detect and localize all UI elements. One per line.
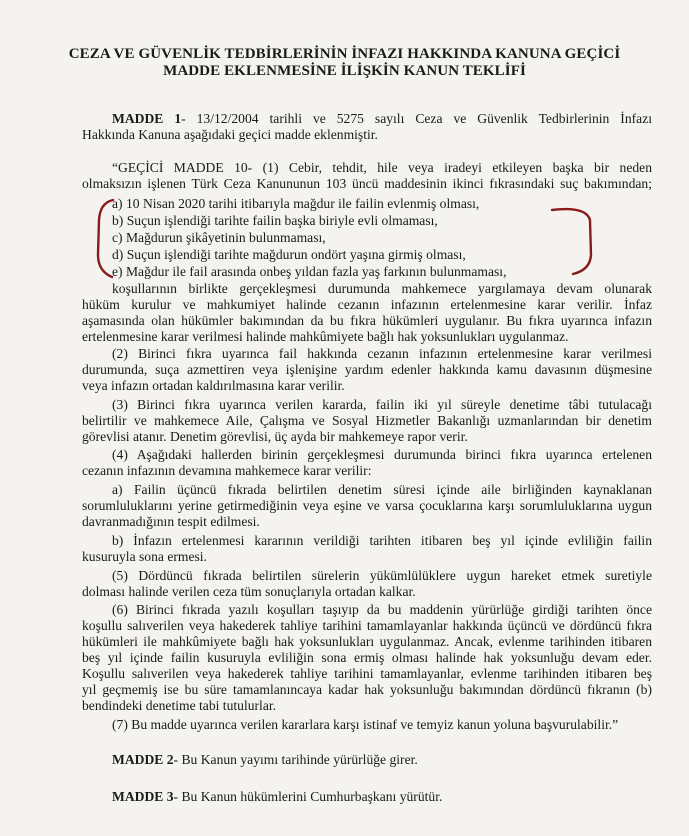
madde-1-label: MADDE 1 <box>112 111 182 126</box>
paragraph-4b-line: kusuruyla sona ermesi. <box>82 549 207 564</box>
condition-c: c) Mağdurun şikâyetinin bulunmaması, <box>112 230 326 245</box>
paragraph-5-line: dolması halinde verilen ceza tüm sonuçlarıyla ortadan kalkar. <box>82 584 416 599</box>
paragraph-4-line: (4) Aşağıdaki hallerden birinin gerçekleşmesi durumunda birinci fıkra uyarınca ertelenen <box>112 447 652 462</box>
paragraph-4a-line: davranmadığının tespit edilmesi. <box>82 514 260 529</box>
left-bracket-mark <box>98 200 113 277</box>
paragraph-1-line: hüküm kurulur ve mahkumiyet halinde cezanın infazının ertelenmesine karar verilir. İnfaz <box>82 297 652 312</box>
madde-1-line-2: Hakkında Kanuna aşağıdaki geçici madde eklenmiştir. <box>82 127 378 142</box>
condition-a: a) 10 Nisan 2020 tarihi itibarıyla mağdur ile failin evlenmiş olması, <box>112 196 480 211</box>
madde-1-text: - 13/12/2004 tarihli ve 5275 sayılı Ceza ve Güvenlik Tedbirlerinin İnfazı <box>181 111 653 126</box>
condition-d: d) Suçun işlendiği tarihte mağdurun ondört yaşına girmiş olması, <box>112 247 466 262</box>
paragraph-4b-line: b) İnfazın ertelenmesi kararının verildiği tarihten itibaren beş yıl içinde evliliğin failin <box>112 533 652 548</box>
paragraph-6-line: koşullu salıverilen veya hakederek tahliye tarihini tamamlayanlar hakkında üçüncü ve dördüncü fıkra <box>82 618 652 633</box>
condition-b: b) Suçun işlendiği tarihte failin başka biriyle evli olmaması, <box>112 213 438 228</box>
madde-3-text: - Bu Kanun hükümlerini Cumhurbaşkanı yürütür. <box>173 789 443 804</box>
paragraph-6-line: bendindeki denetime tabi tutulurlar. <box>82 698 277 713</box>
paragraph-2-line: (2) Birinci fıkra uyarınca fail hakkında cezanın infazının ertelenmesine karar verilmesi <box>112 346 652 361</box>
document-title-line-1: CEZA VE GÜVENLİK TEDBİRLERİNİN İNFAZI HAKKINDA KANUNA GEÇİCİ <box>68 46 621 62</box>
paragraph-1-line: ertelenmesine karar verilmesi halinde mahkûmiyete bağlı hak yoksunlukları uygulanmaz. <box>82 329 569 344</box>
document-title-line-2: MADDE EKLENMESİNE İLİŞKİN KANUN TEKLİFİ <box>163 63 526 79</box>
paragraph-1-line: aşamasında olan hükümler bakımından da bu fıkra hükümleri uygulanır. Bu fıkra uyarınca infazın <box>82 313 652 328</box>
condition-e: e) Mağdur ile fail arasında onbeş yıldan fazla yaş farkının bulunmaması, <box>112 264 507 279</box>
paragraph-6-line: beş yıl içinde failin kusuruyla evliliğin sona ermiş olması halinde hak yoksunluğu devam eder. <box>82 650 652 665</box>
gecici-madde-line-2: olmaksızın işlenen Türk Ceza Kanununun 103 üncü maddesinin ikinci fıkrasındaki suç bakımından; <box>82 176 652 191</box>
madde-2-text: - Bu Kanun yayımı tarihinde yürürlüğe girer. <box>173 752 418 767</box>
paragraph-4a-line: sorumluluklarını yerine getirmediğinin veya eşine ve varsa çocuklarına karşı sorumluluklarına uygun <box>82 498 652 513</box>
paragraph-3-line: görevlisi atanır. Denetim görevlisi, üç ayda bir mahkemeye rapor verir. <box>82 429 468 444</box>
paragraph-5-line: (5) Dördüncü fıkrada belirtilen sürelerin yükümlülüklere uygun hareket etmek suretiyle <box>112 568 652 583</box>
paragraph-6-line: (6) Birinci fıkrada yazılı koşulları taşıyıp da bu maddenin yürürlüğe girdiği tarihten önce <box>112 602 652 617</box>
paragraph-4a-line: a) Failin üçüncü fıkrada belirtilen denetim süresi içinde aile birliğinden kaynaklanan <box>112 482 652 497</box>
gecici-madde-line-1: “GEÇİCİ MADDE 10- (1) Cebir, tehdit, hile veya iradeyi etkileyen başka bir neden <box>112 160 652 175</box>
paragraph-6-line: Koşullu salıverilen veya hakederek tahliye tarihini tamamlayanlar, evlenme tarihinden itibaren beş <box>82 666 652 681</box>
paragraph-6-line: yıl geçmemiş ise bu süre tamamlanıncaya kadar hak yoksunluğu bakımından dördüncü fıkranın (b) <box>82 682 652 697</box>
paragraph-1-line: koşullarının birlikte gerçekleşmesi durumunda mahkemece yargılamaya devam olunarak <box>112 281 652 296</box>
paragraph-7-line: (7) Bu madde uyarınca verilen kararlara karşı istinaf ve temyiz kanun yoluna başvurulabilir.” <box>112 717 619 732</box>
madde-2-label: MADDE 2 <box>112 752 174 767</box>
paragraph-2-line: durumunda, suça azmettiren veya işlenişine yardım edenler hakkında kamu davasının düşmesine <box>82 362 652 377</box>
paragraph-3-line: belirtilir ve mahkemece Aile, Çalışma ve Sosyal Hizmetler Bakanlığı uzmanlarından bir denetim <box>82 413 652 428</box>
madde-3-label: MADDE 3 <box>112 789 174 804</box>
paragraph-3-line: (3) Birinci fıkra uyarınca verilen kararda, failin iki yıl süreyle denetime tâbi tutulacağı <box>112 397 652 412</box>
paragraph-2-line: veya infazın ortadan kaldırılmasına karar verilir. <box>82 378 345 393</box>
paragraph-4-line: cezanın infazının devamına mahkemece karar verilir: <box>82 463 372 478</box>
right-bracket-mark <box>552 209 591 274</box>
paragraph-6-line: hükümleri ile mahkûmiyete bağlı hak yoksunlukları uygulanmaz. Ancak, evlenme tarihinden itibaren <box>82 634 652 649</box>
